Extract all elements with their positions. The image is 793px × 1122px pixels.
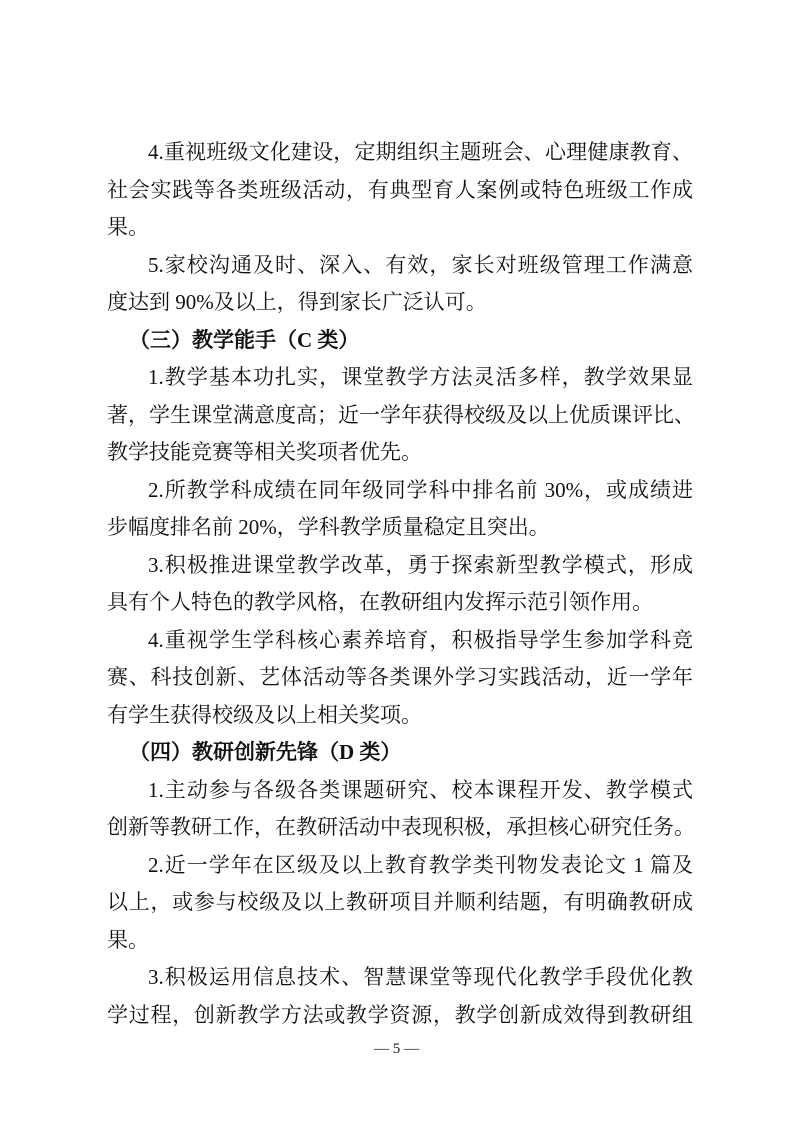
paragraph [107,359,693,472]
text-line: 赛、科技创新、艺体活动等各类课外学习实践活动，近一学年 [107,665,693,689]
text-line: 5.家校沟通及时、深入、有效，家长对班级管理工作满意 [148,252,693,277]
text-line: 创新等教研工作，在教研活动中表现积极，承担核心研究任务。 [107,815,695,839]
paragraph [107,547,693,622]
text-line: 4.重视班级文化建设，定期组织主题班会、心理健康教育、 [148,140,693,164]
text-line: 步幅度排名前 20%，学科教学质量稳定且突出。 [107,515,550,539]
text-line: 社会实践等各类班级活动，有典型育人案例或特色班级工作成 [107,177,693,202]
document-body [107,134,693,1034]
text-line: 学过程，创新教学方法或教学资源，教学创新成效得到教研组 [107,1002,693,1027]
text-line: （四）教研创新先锋（D 类） [129,740,402,764]
text-line: 度达到 90%及以上，得到家长广泛认可。 [107,290,487,314]
paragraph [107,959,693,1034]
paragraph [107,772,693,847]
text-line: 果。 [107,215,149,239]
text-line: 2.所教学科成绩在同年级同学科中排名前 30%，或成绩进 [148,477,693,502]
paragraph [107,622,693,735]
text-line: 3.积极推进课堂教学改革，勇于探索新型教学模式，形成 [148,552,693,577]
text-line: 著，学生课堂满意度高；近一学年获得校级及以上优质课评比、 [107,402,695,427]
text-line: 以上，或参与校级及以上教研项目并顺利结题，有明确教研成 [107,890,693,914]
text-line: 3.积极运用信息技术、智慧课堂等现代化教学手段优化教 [148,965,693,989]
text-line: 具有个人特色的教学风格，在教研组内发挥示范引领作用。 [107,590,653,614]
section-heading [107,322,693,360]
text-line: （三）教学能手（C 类） [129,327,360,352]
text-line: 1.教学基本功扎实，课堂教学方法灵活多样，教学效果显 [148,365,693,389]
text-line: 2.近一学年在区级及以上教育教学类刊物发表论文 1 篇及 [148,852,693,877]
page-number: — 5 — [374,1041,419,1057]
paragraph [107,134,693,247]
text-line: 4.重视学生学科核心素养培育，积极指导学生参加学科竞 [148,627,693,652]
paragraph [107,847,693,960]
section-heading [107,734,693,772]
paragraph [107,247,693,322]
text-line: 有学生获得校级及以上相关奖项。 [107,702,422,727]
text-line: 果。 [107,927,149,952]
text-line: 教学技能竞赛等相关奖项者优先。 [107,440,422,464]
paragraph [107,472,693,547]
text-line: 1.主动参与各级各类课题研究、校本课程开发、教学模式 [148,777,693,802]
